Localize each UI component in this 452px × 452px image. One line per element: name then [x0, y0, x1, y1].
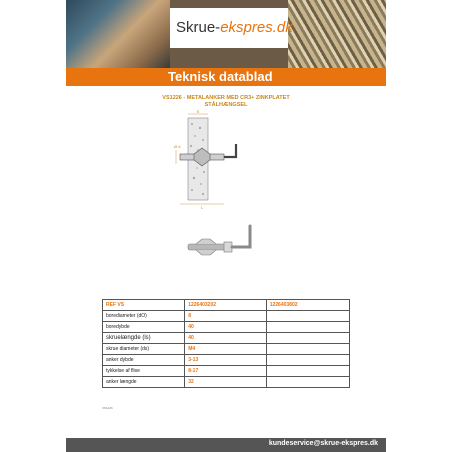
banner-title: Teknisk datablad — [168, 69, 273, 84]
header-cell: 1226403202 — [185, 300, 266, 311]
footer-bar — [66, 438, 386, 452]
header-cell: 1226403802 — [266, 300, 349, 311]
row-label: skrue diameter (ds) — [103, 344, 185, 355]
row-value-2 — [266, 377, 349, 388]
table-row — [103, 322, 350, 333]
header-banner — [66, 0, 386, 68]
hook — [224, 144, 236, 157]
datasheet-page — [66, 0, 386, 452]
technical-drawing — [176, 110, 276, 210]
product-image — [188, 222, 264, 266]
table-header-row — [103, 300, 350, 311]
row-value-2 — [266, 366, 349, 377]
screws-photo — [288, 0, 386, 68]
table-row — [103, 344, 350, 355]
product-subtitle: STÅLHÆNGSEL — [204, 102, 248, 108]
logo-text — [176, 19, 293, 36]
title-bar — [66, 68, 386, 86]
row-value: 8 — [185, 311, 266, 322]
row-value: 3-13 — [185, 355, 266, 366]
row-label: tykkelse af flise — [103, 366, 185, 377]
row-label: borediameter (dO) — [103, 311, 185, 322]
label-d: Ø d — [174, 144, 181, 149]
table-row — [103, 333, 350, 344]
row-value-2 — [266, 322, 349, 333]
row-label: anker dybde — [103, 355, 185, 366]
row-value-2 — [266, 311, 349, 322]
footer-email-link[interactable]: kundeservice@skrue-ekspres.dk — [268, 440, 378, 447]
product-title: VS1226 - METALANKER MED CR3+ ZINKPLATET — [162, 95, 290, 101]
table-row — [103, 311, 350, 322]
row-value: 8-17 — [185, 366, 266, 377]
row-value-2 — [266, 344, 349, 355]
row-value-2 — [266, 333, 349, 344]
header-cell: REF VS — [103, 300, 185, 311]
spec-table — [102, 299, 350, 388]
table-row — [103, 366, 350, 377]
row-value: 40 — [185, 333, 266, 344]
row-label: anker længde — [103, 377, 185, 388]
footnote: VS1226 — [102, 406, 113, 410]
tools-photo — [66, 0, 170, 68]
row-value: 32 — [185, 377, 266, 388]
label-l: L — [200, 205, 204, 210]
row-label: boredybde — [103, 322, 185, 333]
row-value: 40 — [185, 322, 266, 333]
table-row — [103, 377, 350, 388]
logo-tld: ekspres.dk — [220, 19, 293, 36]
row-value-2 — [266, 355, 349, 366]
row-value: M4 — [185, 344, 266, 355]
logo — [170, 8, 293, 48]
label-s: S — [196, 109, 200, 114]
row-label: skruelængde (ls) — [103, 333, 185, 344]
table-row — [103, 355, 350, 366]
logo-main: Skrue- — [176, 19, 221, 36]
